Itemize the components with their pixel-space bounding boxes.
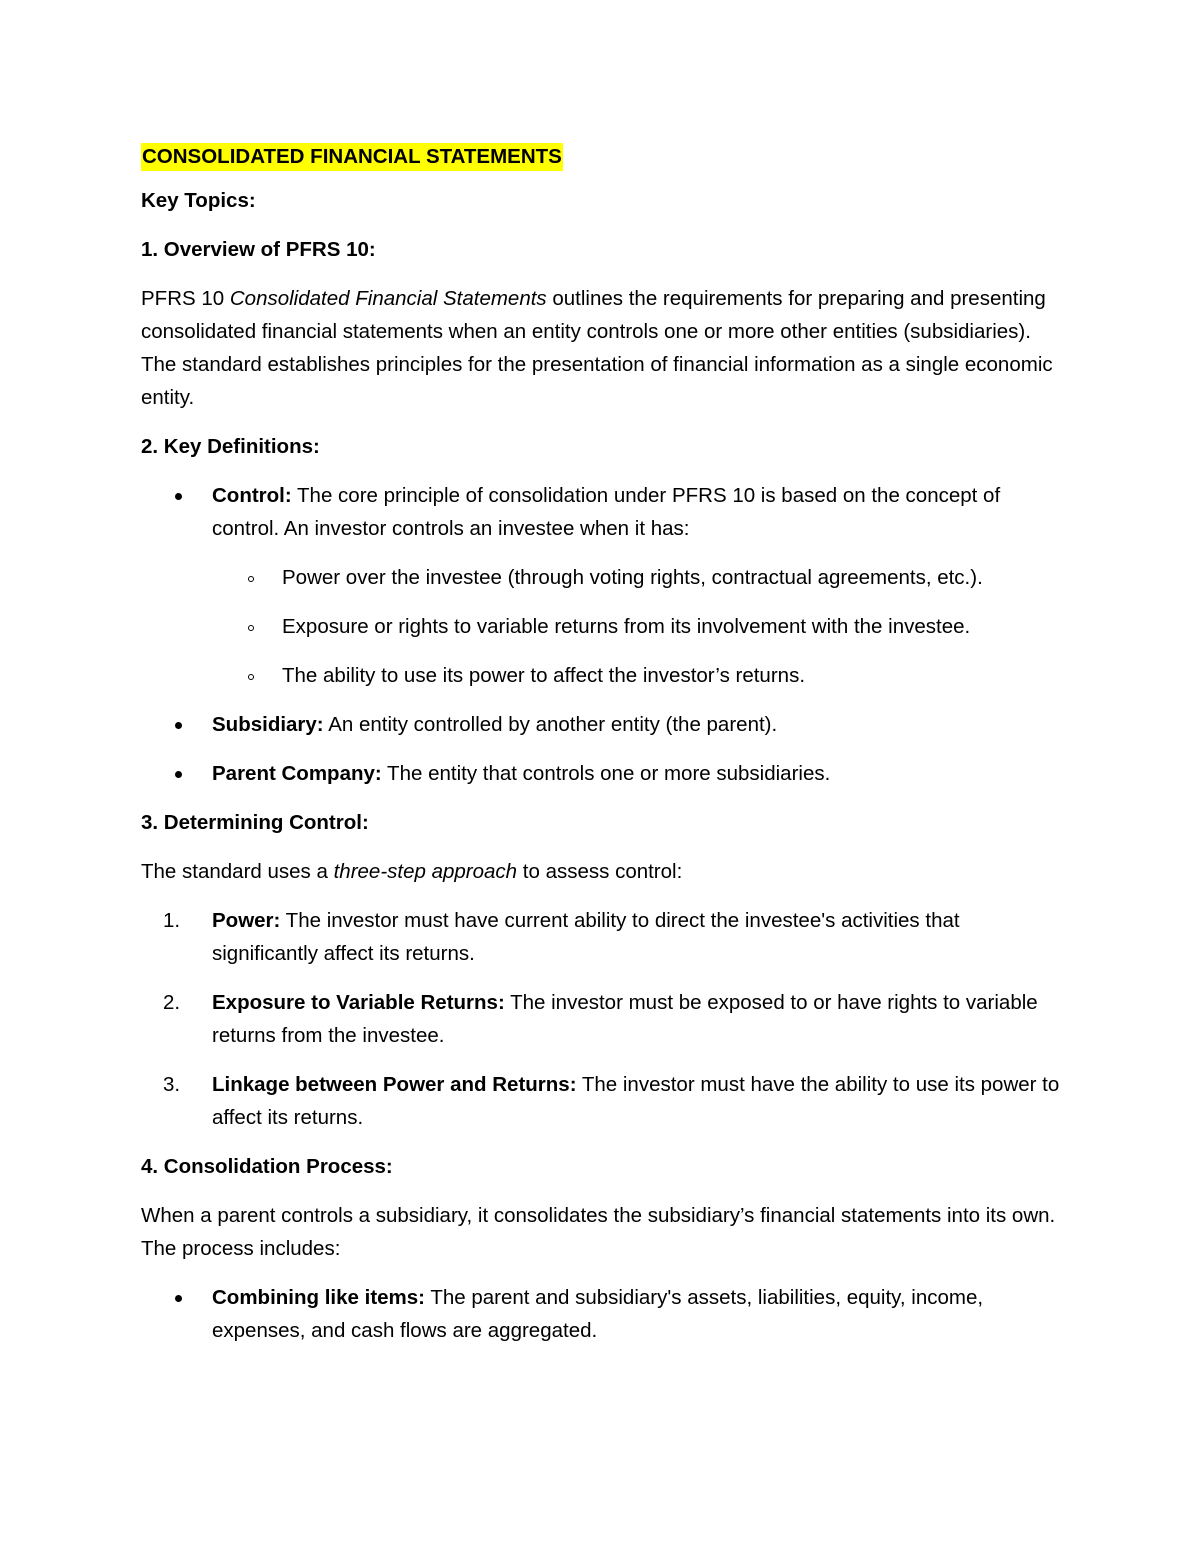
step-item bbox=[141, 986, 1060, 1052]
step-number: 3. bbox=[163, 1073, 181, 1096]
bullet-icon bbox=[175, 722, 182, 729]
definition-item-subsidiary bbox=[141, 708, 1060, 741]
step-term: Linkage between Power and Returns: bbox=[212, 1073, 577, 1096]
step-term: Exposure to Variable Returns: bbox=[212, 991, 505, 1014]
section-1-text-pre: PFRS 10 bbox=[141, 287, 230, 310]
definition-text: The core principle of consolidation under PFRS 10 is based on the concept of control. An investor controls an investee when it has: bbox=[212, 484, 1001, 540]
section-4-heading: 4. Consolidation Process: bbox=[141, 1155, 393, 1178]
section-1-text-post: outlines the requirements for preparing and presenting consolidated financial statements when an entity controls one or more other entities (subsidiaries). The standard establishes principles for the presentation of financial information as a single economic entity. bbox=[141, 287, 1053, 409]
definition-item-control bbox=[141, 479, 1060, 545]
process-term: Combining like items: bbox=[212, 1286, 425, 1309]
bullet-icon bbox=[175, 771, 182, 778]
section-4-intro: When a parent controls a subsidiary, it consolidates the subsidiary’s financial statements into its own. The process includes: bbox=[141, 1204, 1056, 1260]
definition-term: Control: bbox=[212, 484, 292, 507]
control-sub-item bbox=[141, 610, 1060, 643]
control-sub-item bbox=[141, 659, 1060, 692]
key-topics-label: Key Topics: bbox=[141, 189, 256, 212]
definitions-list bbox=[141, 479, 1060, 545]
section-3-intro bbox=[141, 855, 1060, 888]
step-number: 2. bbox=[163, 991, 181, 1014]
title-row bbox=[141, 140, 1060, 184]
section-1-paragraph bbox=[141, 282, 1060, 414]
section-3-heading: 3. Determining Control: bbox=[141, 811, 369, 834]
step-item bbox=[141, 1068, 1060, 1134]
control-sub-text: Exposure or rights to variable returns from its involvement with the investee. bbox=[282, 615, 971, 638]
process-text: The parent and subsidiary's assets, liabilities, equity, income, expenses, and cash flows are aggregated. bbox=[212, 1286, 984, 1342]
step-text: The investor must have current ability to direct the investee's activities that significantly affect its returns. bbox=[212, 909, 960, 965]
step-term: Power: bbox=[212, 909, 281, 932]
definition-item-parent bbox=[141, 757, 1060, 790]
section-3-intro-pre: The standard uses a bbox=[141, 860, 334, 883]
bullet-icon bbox=[175, 493, 182, 500]
definitions-list-cont bbox=[141, 708, 1060, 790]
control-sub-item bbox=[141, 561, 1060, 594]
process-item bbox=[141, 1281, 1060, 1347]
step-text: The investor must be exposed to or have rights to variable returns from the investee. bbox=[212, 991, 1038, 1047]
hollow-bullet-icon bbox=[248, 576, 254, 582]
control-steps-list bbox=[141, 904, 1060, 1134]
definition-text: The entity that controls one or more subsidiaries. bbox=[381, 762, 831, 785]
step-text: The investor must have the ability to use its power to affect its returns. bbox=[212, 1073, 1060, 1129]
document-title: CONSOLIDATED FINANCIAL STATEMENTS bbox=[141, 143, 563, 171]
control-sub-text: Power over the investee (through voting rights, contractual agreements, etc.). bbox=[282, 566, 983, 589]
standard-title-italic: Consolidated Financial Statements bbox=[229, 287, 547, 310]
section-2-heading: 2. Key Definitions: bbox=[141, 435, 320, 458]
three-step-italic: three-step approach bbox=[333, 860, 518, 883]
definition-term: Parent Company: bbox=[212, 762, 382, 785]
process-list bbox=[141, 1281, 1060, 1347]
hollow-bullet-icon bbox=[248, 674, 254, 680]
step-number: 1. bbox=[163, 909, 181, 932]
hollow-bullet-icon bbox=[248, 625, 254, 631]
bullet-icon bbox=[175, 1295, 182, 1302]
definition-text: An entity controlled by another entity (the parent). bbox=[323, 713, 778, 736]
section-1-heading: 1. Overview of PFRS 10: bbox=[141, 238, 376, 261]
step-item bbox=[141, 904, 1060, 970]
control-sub-list bbox=[141, 561, 1060, 692]
definition-term: Subsidiary: bbox=[212, 713, 324, 736]
control-sub-text: The ability to use its power to affect the investor’s returns. bbox=[282, 664, 806, 687]
section-3-intro-post: to assess control: bbox=[517, 860, 683, 883]
